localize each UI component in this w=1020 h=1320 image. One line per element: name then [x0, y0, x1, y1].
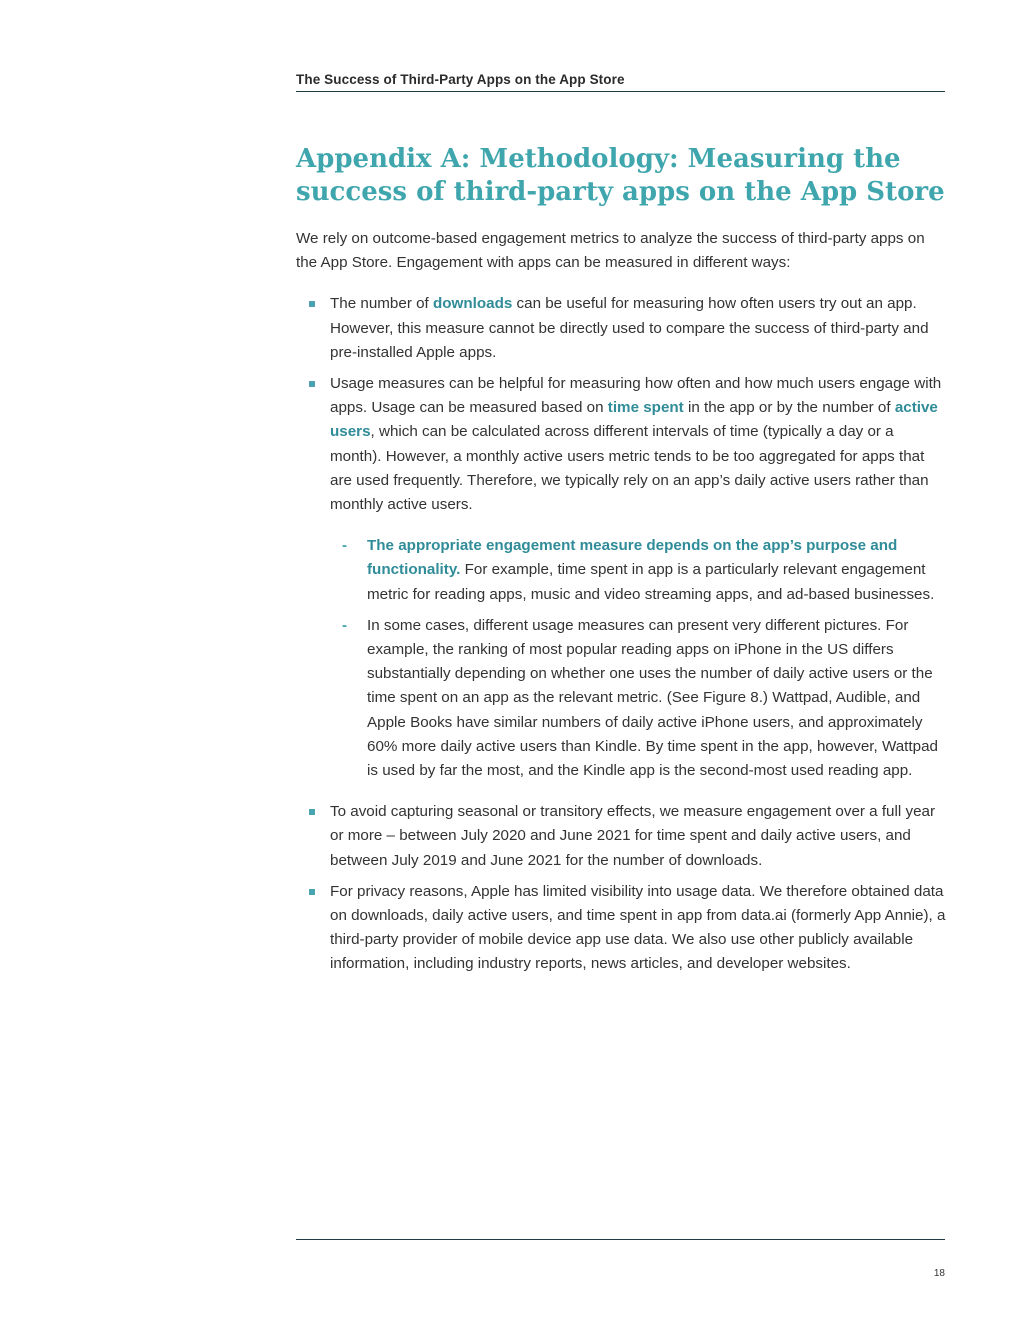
term-time-spent: time spent [607, 399, 684, 417]
dash-bullet-icon: - [342, 537, 348, 555]
bullet-text: For privacy reasons, Apple has limited visibility into usage data. We therefore obtained data on downloads, daily active users, and time spent in app from data.ai (formerly App Annie), a third-party provider of mobile device app use data. We also use other publicly available information, including industry reports, news articles, and developer websites. [330, 882, 946, 973]
term-active-users: active users [330, 399, 938, 441]
bullet-text: , which can be calculated across different intervals of time (typically a day or a month). However, a monthly active users metric tends to be too aggregated for apps that are used frequently. Therefore, we typically rely on an app’s daily active users rather than monthly active users. [330, 423, 929, 514]
page-content [296, 143, 946, 984]
square-bullet-icon [309, 381, 315, 387]
bullet-text: in the app or by the number of [683, 399, 895, 417]
methodology-list [296, 292, 946, 976]
section-title: Appendix A: Methodology: Measuring the success of third-party apps on the App Store [296, 144, 945, 207]
page-number: 18 [933, 1268, 945, 1279]
bullet-text: To avoid capturing seasonal or transitory effects, we measure engagement over a full year or more – between July 2020 and June 2021 for time spent and daily active users, and between July 2019 and June 2021 for the number of downloads. [330, 803, 936, 869]
term-appropriate-measure: The appropriate engagement measure depends on the app’s purpose and functionality. [367, 537, 898, 579]
bullet-text: can be useful for measuring how often users try out an app. However, this measure cannot be directly used to compare the success of third-party and pre-installed Apple apps. [330, 295, 929, 361]
bullet-usage [296, 372, 946, 783]
dash-bullet-icon: - [342, 616, 348, 634]
bullet-downloads [296, 292, 946, 365]
usage-sub-list [330, 534, 946, 783]
bullet-text: Usage measures can be helpful for measuring how often and how much users engage with apps. Usage can be measured based on [330, 375, 942, 417]
running-header: The Success of Third-Party Apps on the App Store [296, 72, 945, 92]
footer-divider [296, 1239, 945, 1240]
sub-item-different-pictures [330, 614, 946, 783]
sub-item-engagement-measure [330, 534, 946, 607]
bullet-text: The number of [330, 295, 433, 313]
square-bullet-icon [309, 889, 315, 895]
sub-item-text: In some cases, different usage measures can present very different pictures. For example, the ranking of most popular reading apps on iPhone in the US differs substantially depending on whether one uses the number of daily active users or the time spent on an app as the relevant metric. (See Figure 8.) Wattpad, Audible, and Apple Books have similar numbers of daily active iPhone users, and approximately 60% more daily active users than Kindle. By time spent in the app, however, Wattpad is used by far the most, and the Kindle app is the second-most used reading app. [367, 616, 938, 780]
term-downloads: downloads [433, 295, 513, 313]
sub-item-text: For example, time spent in app is a particularly relevant engagement metric for reading apps, music and video streaming apps, and ad-based businesses. [367, 561, 935, 603]
square-bullet-icon [309, 809, 315, 815]
square-bullet-icon [309, 301, 315, 307]
intro-paragraph: We rely on outcome-based engagement metrics to analyze the success of third-party apps on the App Store. Engagement with apps can be measured in different ways: [296, 230, 925, 272]
bullet-privacy [296, 880, 946, 977]
bullet-seasonal [296, 800, 946, 873]
